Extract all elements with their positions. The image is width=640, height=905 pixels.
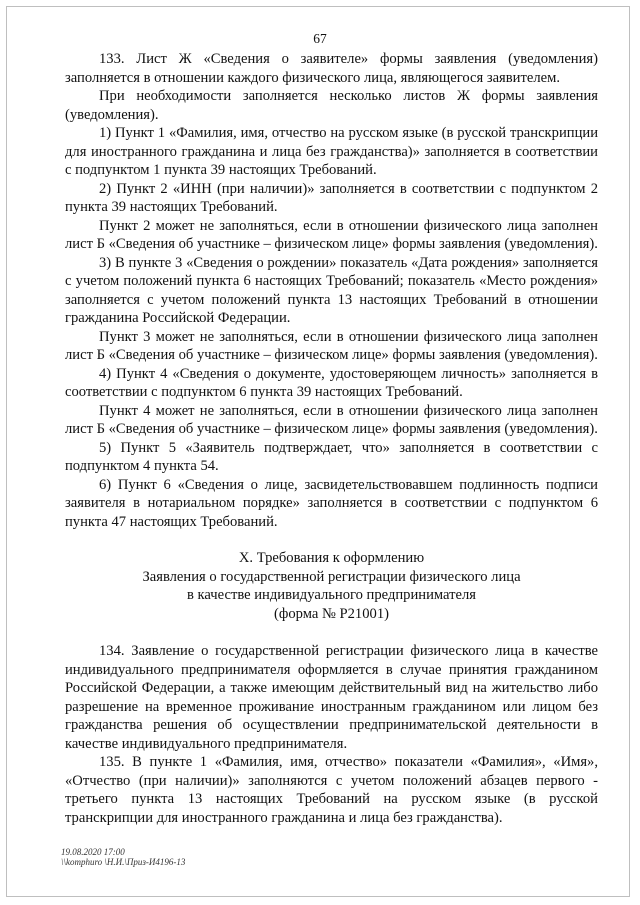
footer-file-path: \\komphuro \Н.И.\Приз-И4196-13 (61, 857, 186, 867)
section-subtitle-line-2: в качестве индивидуального предпринимателя (186, 587, 476, 603)
page-number: 67 (313, 31, 327, 46)
document-footer (61, 847, 185, 867)
paragraph-item-3: 3) В пункте 3 «Сведения о рождении» показатель «Дата рождения» заполняется с учетом положений пункта 6 настоящих Требований; показатель «Место рождения» заполняется с учетом положений пункта 13 настоящих Требований в отношении гражданина Российской Федерации. (65, 254, 598, 326)
paragraph-item-2: 2) Пункт 2 «ИНН (при наличии)» заполняется в соответствии с подпунктом 2 пункта 39 настоящих Требований. (65, 180, 598, 215)
document-body (65, 50, 598, 827)
paragraph-item-4-note: Пункт 4 может не заполняться, если в отношении физического лица заполнен лист Б «Сведения об участнике – физическом лице» формы заявления (уведомления). (65, 402, 598, 437)
section-heading (65, 549, 598, 623)
paragraph-134: 134. Заявление о государственной регистрации физического лица в качестве индивидуального предпринимателя оформляется в случае принятия гражданином Российской Федерации, а также имеющим действительный вид на жительство либо разрешение на временное проживание иностранным гражданином или лицом без гражданства решения об осуществлении предпринимательской деятельности в качестве индивидуального предпринимателя. (65, 643, 598, 752)
paragraph-item-4: 4) Пункт 4 «Сведения о документе, удостоверяющем личность» заполняется в соответствии с подпунктом 6 пункта 39 настоящих Требований. (65, 365, 598, 400)
paragraph-133: 133. Лист Ж «Сведения о заявителе» формы заявления (уведомления) заполняется в отношении каждого физического лица, являющегося заявителем. (65, 51, 598, 86)
paragraph-multiple-sheets: При необходимости заполняется несколько листов Ж формы заявления (уведомления). (65, 88, 598, 123)
section-subtitle-line-1: Заявления о государственной регистрации физического лица (142, 568, 521, 585)
paragraph-item-1: 1) Пункт 1 «Фамилия, имя, отчество на русском языке (в русской транскрипции для иностранного гражданина и лица без гражданства)» заполняется в соответствии с подпунктом 1 пункта 39 настоящих Требований. (65, 125, 598, 178)
paragraph-item-5: 5) Пункт 5 «Заявитель подтверждает, что» заполняется в соответствии с подпунктом 4 пункта 54. (65, 439, 598, 474)
paragraph-135: 135. В пункте 1 «Фамилия, имя, отчество» показатели «Фамилия», «Имя», «Отчество (при наличии)» заполняются с учетом положений абзацев первого - третьего пункта 13 настоящих Требований на русском языке (в русской транскрипции для иностранного гражданина и лица без гражданства). (65, 754, 598, 826)
paragraph-item-3-note: Пункт 3 может не заполняться, если в отношении физического лица заполнен лист Б «Сведения об участнике – физическом лице» формы заявления (уведомления). (65, 328, 598, 363)
paragraph-item-6: 6) Пункт 6 «Сведения о лице, засвидетельствовавшем подлинность подписи заявителя в нотариальном порядке» заполняется в соответствии с подпунктом 6 пункта 47 настоящих Требований. (65, 476, 598, 530)
footer-timestamp: 19.08.2020 17:00 (61, 847, 125, 857)
paragraph-item-2-note: Пункт 2 может не заполняться, если в отношении физического лица заполнен лист Б «Сведения об участнике – физическом лице» формы заявления (уведомления). (65, 217, 598, 252)
section-title: X. Требования к оформлению (238, 550, 425, 566)
section-form-number: (форма № Р21001) (274, 605, 389, 622)
